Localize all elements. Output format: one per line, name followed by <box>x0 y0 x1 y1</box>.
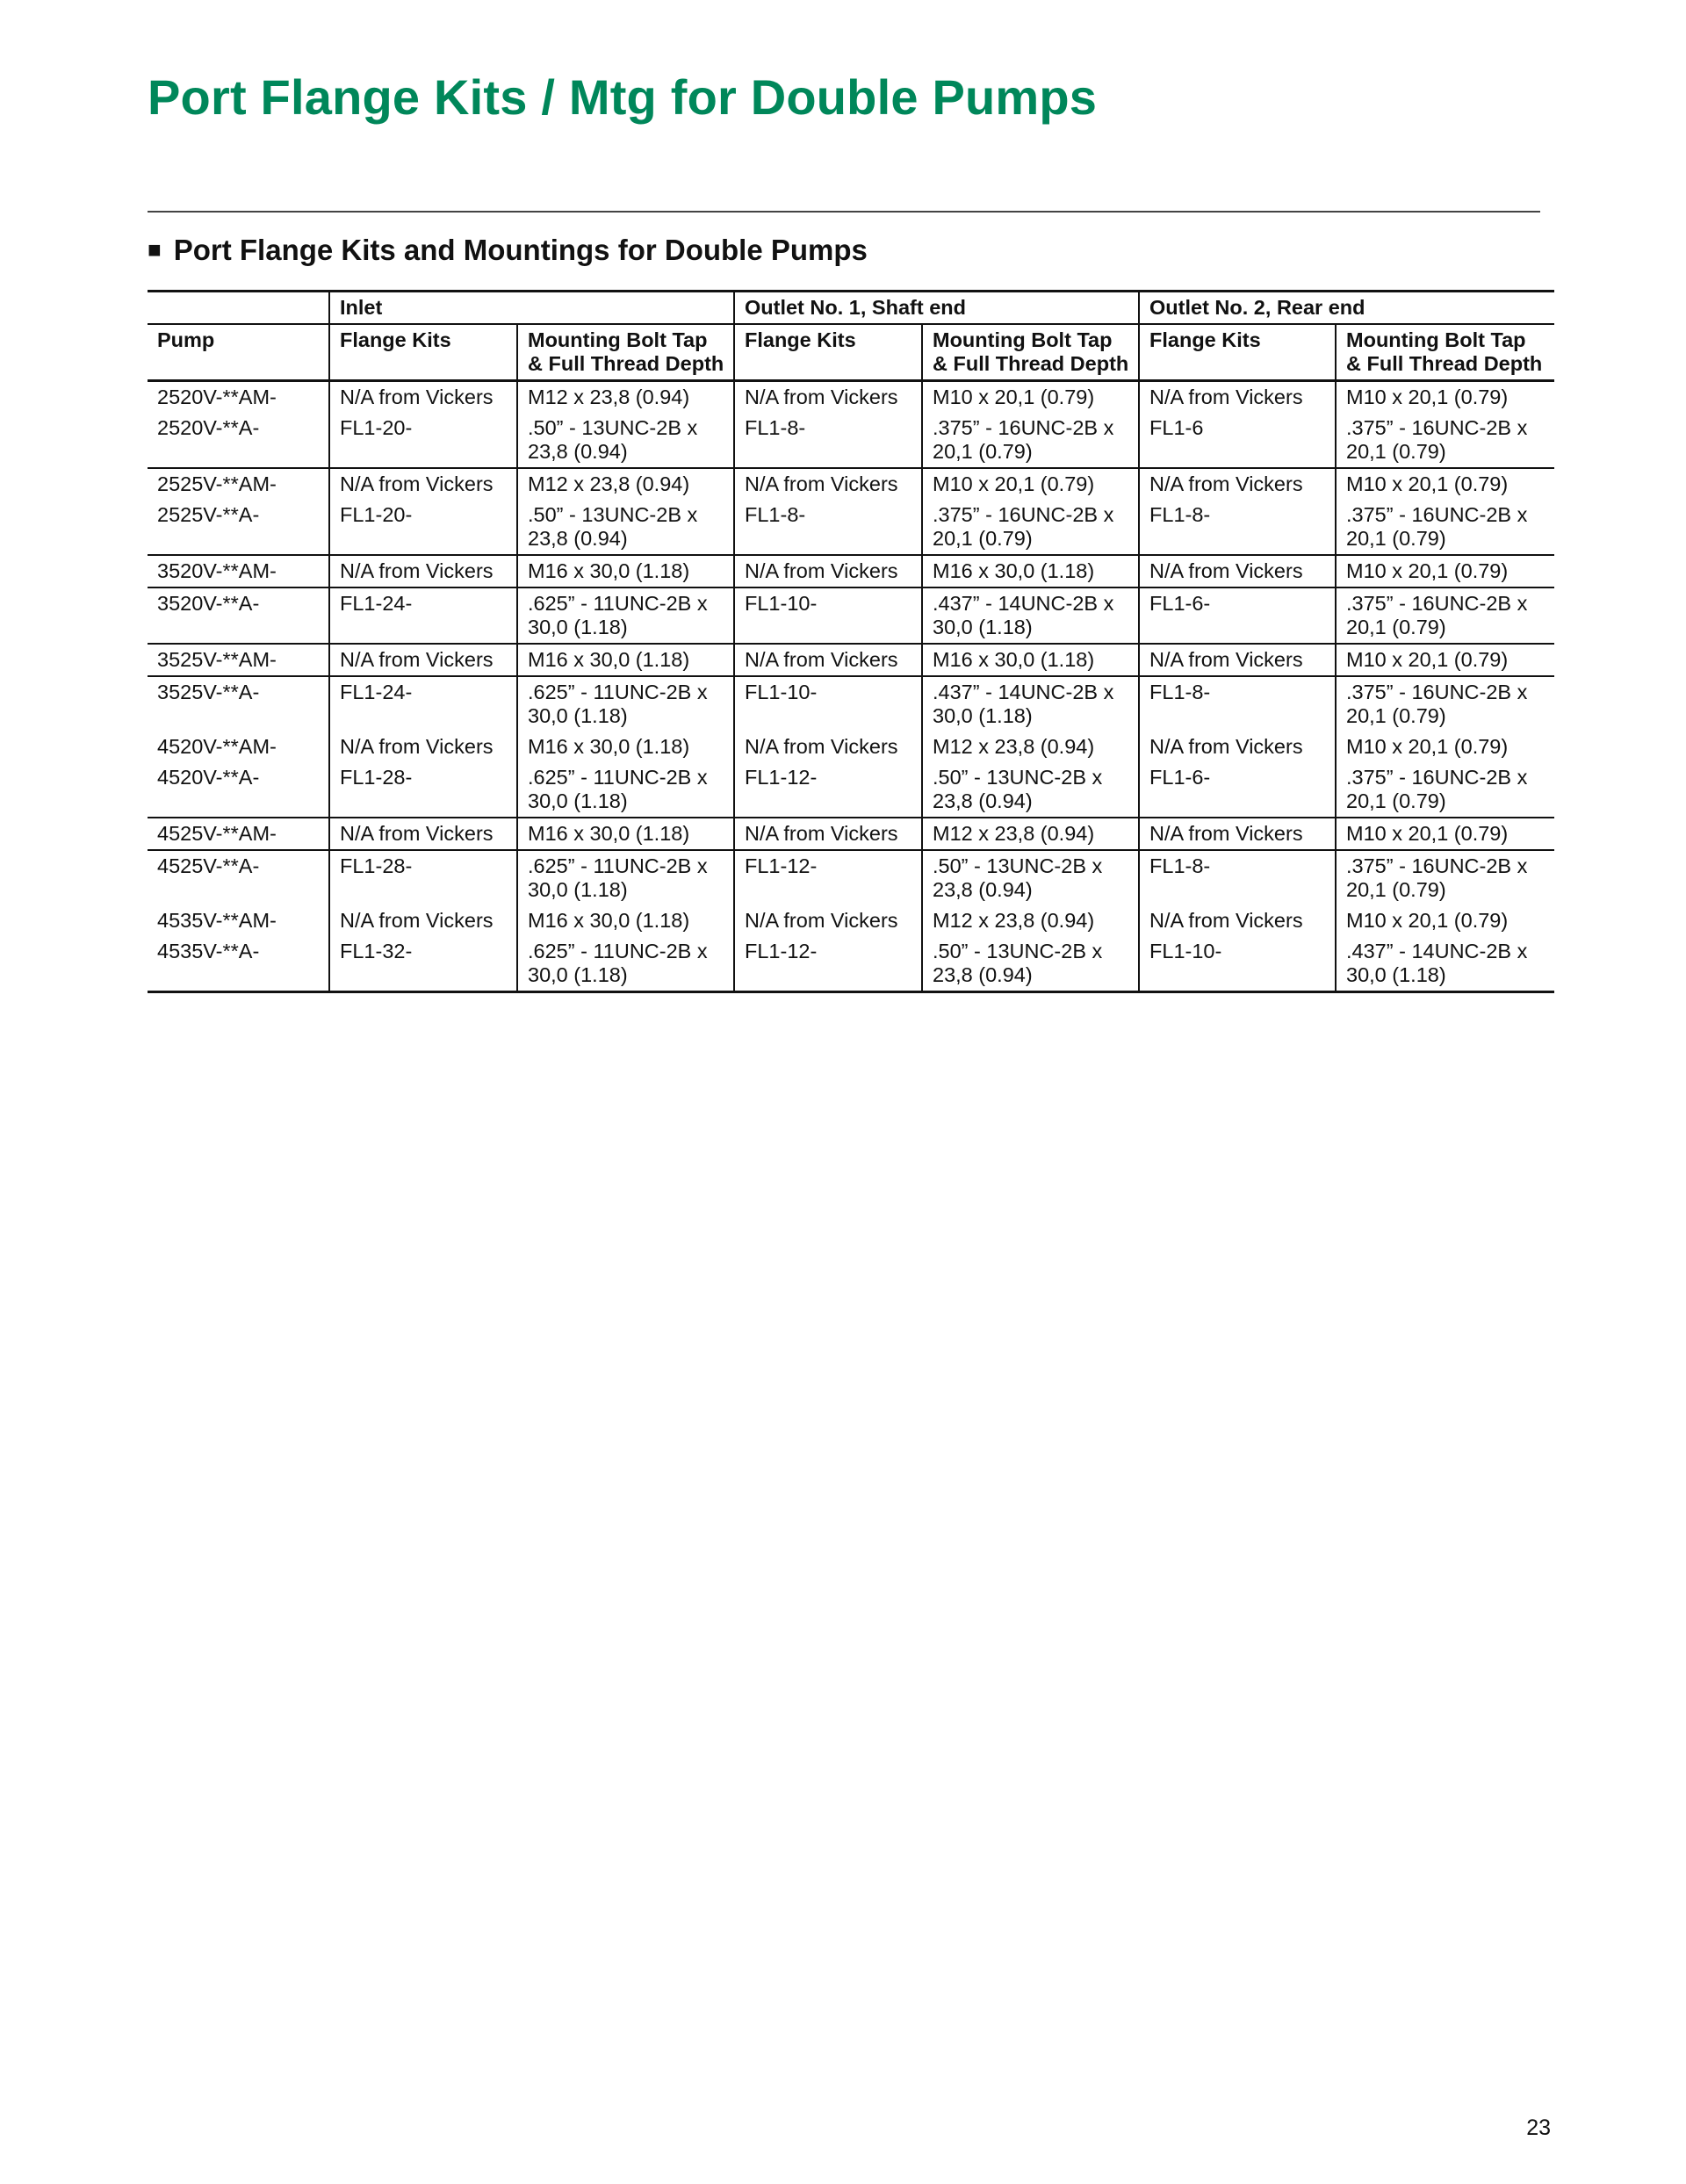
inlet-bolt-tap-cell: .50” - 13UNC-2B x 23,8 (0.94) <box>517 500 734 555</box>
section-heading <box>148 234 868 267</box>
outlet2-flange-kit-cell: N/A from Vickers <box>1139 905 1336 936</box>
inlet-bolt-tap-cell: .625” - 11UNC-2B x 30,0 (1.18) <box>517 587 734 644</box>
outlet1-flange-kit-cell: N/A from Vickers <box>734 468 922 500</box>
outlet2-bolt-tap-cell: .375” - 16UNC-2B x 20,1 (0.79) <box>1336 413 1554 468</box>
inlet-bolt-tap-cell: .625” - 11UNC-2B x 30,0 (1.18) <box>517 850 734 905</box>
square-bullet-icon: ■ <box>148 236 162 263</box>
table-row <box>148 905 1554 936</box>
outlet2-bolt-tap-cell: M10 x 20,1 (0.79) <box>1336 818 1554 850</box>
outlet2-flange-kit-cell: FL1-6 <box>1139 413 1336 468</box>
outlet2-flange-kit-cell: N/A from Vickers <box>1139 644 1336 676</box>
inlet-flange-kit-cell: N/A from Vickers <box>329 905 517 936</box>
inlet-flange-kit-cell: FL1-20- <box>329 413 517 468</box>
table-row <box>148 381 1554 414</box>
pump-cell: 4520V-**AM- <box>157 735 277 758</box>
outlet2-bolt-tap-cell: .375” - 16UNC-2B x 20,1 (0.79) <box>1336 850 1554 905</box>
group-header-inlet: Inlet <box>329 292 734 325</box>
pump-cell: 4535V-**A- <box>148 936 329 992</box>
title-divider <box>148 211 1540 213</box>
pump-cell: 4535V-**AM- <box>157 909 277 932</box>
group-header-outlet-1: Outlet No. 1, Shaft end <box>734 292 1139 325</box>
table-row <box>148 500 1554 555</box>
outlet1-flange-kit-cell: FL1-12- <box>734 762 922 818</box>
outlet2-bolt-tap-cell: M10 x 20,1 (0.79) <box>1336 905 1554 936</box>
inlet-bolt-tap-cell: .625” - 11UNC-2B x 30,0 (1.18) <box>517 676 734 732</box>
pump-cell: 3525V-**AM- <box>148 644 329 676</box>
outlet1-flange-kit-cell: FL1-10- <box>734 676 922 732</box>
section-heading-text: Port Flange Kits and Mountings for Double Pumps <box>173 234 868 266</box>
column-header: Mounting Bolt Tap & Full Thread Depth <box>517 324 734 381</box>
outlet1-bolt-tap-cell: .375” - 16UNC-2B x 20,1 (0.79) <box>922 500 1139 555</box>
outlet1-flange-kit-cell: FL1-12- <box>734 936 922 992</box>
inlet-bolt-tap-cell: M12 x 23,8 (0.94) <box>517 468 734 500</box>
outlet1-flange-kit-cell: N/A from Vickers <box>734 644 922 676</box>
inlet-flange-kit-cell: N/A from Vickers <box>329 732 517 762</box>
inlet-bolt-tap-cell: M16 x 30,0 (1.18) <box>517 644 734 676</box>
pump-cell: 3525V-**A- <box>157 681 260 703</box>
table-row <box>148 676 1554 732</box>
outlet2-bolt-tap-cell: .375” - 16UNC-2B x 20,1 (0.79) <box>1336 500 1554 555</box>
inlet-flange-kit-cell: FL1-24- <box>329 676 517 732</box>
outlet1-bolt-tap-cell: M16 x 30,0 (1.18) <box>922 644 1139 676</box>
table-row <box>148 818 1554 850</box>
pump-cell: 2520V-**A- <box>148 413 329 468</box>
inlet-flange-kit-cell: FL1-20- <box>329 500 517 555</box>
pump-cell: 4525V-**A- <box>157 854 260 877</box>
inlet-flange-kit-cell: FL1-32- <box>329 936 517 992</box>
outlet1-bolt-tap-cell: .375” - 16UNC-2B x 20,1 (0.79) <box>922 413 1139 468</box>
outlet2-bolt-tap-cell: .375” - 16UNC-2B x 20,1 (0.79) <box>1336 762 1554 818</box>
inlet-flange-kit-cell: FL1-24- <box>329 587 517 644</box>
table-row <box>148 555 1554 587</box>
pump-cell: 4520V-**A- <box>148 762 329 818</box>
inlet-bolt-tap-cell: .625” - 11UNC-2B x 30,0 (1.18) <box>517 936 734 992</box>
outlet2-flange-kit-cell: N/A from Vickers <box>1139 732 1336 762</box>
outlet2-bolt-tap-cell: M10 x 20,1 (0.79) <box>1336 555 1554 587</box>
inlet-bolt-tap-cell: .50” - 13UNC-2B x 23,8 (0.94) <box>517 413 734 468</box>
table-row <box>148 413 1554 468</box>
inlet-flange-kit-cell: FL1-28- <box>329 762 517 818</box>
inlet-bolt-tap-cell: M16 x 30,0 (1.18) <box>517 818 734 850</box>
inlet-bolt-tap-cell: M16 x 30,0 (1.18) <box>517 905 734 936</box>
pump-cell: 2525V-**A- <box>148 500 329 555</box>
outlet1-bolt-tap-cell: .50” - 13UNC-2B x 23,8 (0.94) <box>922 850 1139 905</box>
pump-cell: 2525V-**AM- <box>157 472 277 495</box>
column-header: Flange Kits <box>1139 324 1336 381</box>
inlet-bolt-tap-cell: .625” - 11UNC-2B x 30,0 (1.18) <box>517 762 734 818</box>
table-row <box>148 587 1554 644</box>
inlet-flange-kit-cell: N/A from Vickers <box>329 468 517 500</box>
outlet1-flange-kit-cell: N/A from Vickers <box>734 381 922 414</box>
flange-kits-table <box>148 290 1554 993</box>
outlet1-flange-kit-cell: FL1-10- <box>734 587 922 644</box>
table-row <box>148 732 1554 762</box>
outlet2-bolt-tap-cell: M10 x 20,1 (0.79) <box>1336 381 1554 414</box>
outlet1-bolt-tap-cell: M12 x 23,8 (0.94) <box>922 818 1139 850</box>
outlet2-flange-kit-cell: N/A from Vickers <box>1139 555 1336 587</box>
outlet1-bolt-tap-cell: .437” - 14UNC-2B x 30,0 (1.18) <box>922 587 1139 644</box>
column-header-row <box>148 324 1554 381</box>
inlet-flange-kit-cell: N/A from Vickers <box>329 381 517 414</box>
outlet1-flange-kit-cell: FL1-8- <box>734 500 922 555</box>
inlet-flange-kit-cell: N/A from Vickers <box>329 818 517 850</box>
inlet-bolt-tap-cell: M12 x 23,8 (0.94) <box>517 381 734 414</box>
inlet-flange-kit-cell: N/A from Vickers <box>329 644 517 676</box>
pump-cell: 4525V-**AM- <box>148 818 329 850</box>
outlet2-flange-kit-cell: FL1-6- <box>1139 587 1336 644</box>
outlet1-flange-kit-cell: N/A from Vickers <box>734 818 922 850</box>
pump-cell: 3520V-**A- <box>148 587 329 644</box>
pump-cell: 3520V-**AM- <box>148 555 329 587</box>
column-header: Flange Kits <box>329 324 517 381</box>
outlet2-flange-kit-cell: FL1-8- <box>1139 850 1336 905</box>
page-number: 23 <box>1526 2116 1551 2140</box>
column-header: Mounting Bolt Tap & Full Thread Depth <box>1336 324 1554 381</box>
outlet2-bolt-tap-cell: .375” - 16UNC-2B x 20,1 (0.79) <box>1336 587 1554 644</box>
outlet2-bolt-tap-cell: M10 x 20,1 (0.79) <box>1336 644 1554 676</box>
outlet2-bolt-tap-cell: .375” - 16UNC-2B x 20,1 (0.79) <box>1336 676 1554 732</box>
outlet1-bolt-tap-cell: M10 x 20,1 (0.79) <box>922 468 1139 500</box>
outlet2-bolt-tap-cell: M10 x 20,1 (0.79) <box>1336 468 1554 500</box>
column-header: Flange Kits <box>734 324 922 381</box>
group-header-outlet-2: Outlet No. 2, Rear end <box>1139 292 1554 325</box>
outlet1-bolt-tap-cell: .50” - 13UNC-2B x 23,8 (0.94) <box>922 762 1139 818</box>
outlet2-flange-kit-cell: N/A from Vickers <box>1139 818 1336 850</box>
outlet2-bolt-tap-cell: M10 x 20,1 (0.79) <box>1336 732 1554 762</box>
page-title: Port Flange Kits / Mtg for Double Pumps <box>148 69 1098 125</box>
column-header: Mounting Bolt Tap & Full Thread Depth <box>922 324 1139 381</box>
outlet1-bolt-tap-cell: M12 x 23,8 (0.94) <box>922 732 1139 762</box>
outlet2-flange-kit-cell: FL1-8- <box>1139 676 1336 732</box>
outlet1-flange-kit-cell: FL1-12- <box>734 850 922 905</box>
outlet1-bolt-tap-cell: M16 x 30,0 (1.18) <box>922 555 1139 587</box>
outlet1-flange-kit-cell: FL1-8- <box>734 413 922 468</box>
outlet1-bolt-tap-cell: M12 x 23,8 (0.94) <box>922 905 1139 936</box>
outlet1-bolt-tap-cell: M10 x 20,1 (0.79) <box>922 381 1139 414</box>
outlet2-flange-kit-cell: FL1-10- <box>1139 936 1336 992</box>
outlet2-flange-kit-cell: N/A from Vickers <box>1139 381 1336 414</box>
outlet2-bolt-tap-cell: .437” - 14UNC-2B x 30,0 (1.18) <box>1336 936 1554 992</box>
outlet1-flange-kit-cell: N/A from Vickers <box>734 905 922 936</box>
outlet2-flange-kit-cell: N/A from Vickers <box>1139 468 1336 500</box>
group-header-row <box>148 292 1554 325</box>
outlet2-flange-kit-cell: FL1-8- <box>1139 500 1336 555</box>
table-row <box>148 468 1554 500</box>
inlet-flange-kit-cell: FL1-28- <box>329 850 517 905</box>
outlet2-flange-kit-cell: FL1-6- <box>1139 762 1336 818</box>
inlet-flange-kit-cell: N/A from Vickers <box>329 555 517 587</box>
inlet-bolt-tap-cell: M16 x 30,0 (1.18) <box>517 555 734 587</box>
pump-cell: 2520V-**AM- <box>157 386 277 408</box>
outlet1-bolt-tap-cell: .50” - 13UNC-2B x 23,8 (0.94) <box>922 936 1139 992</box>
table-row <box>148 936 1554 992</box>
outlet1-bolt-tap-cell: .437” - 14UNC-2B x 30,0 (1.18) <box>922 676 1139 732</box>
outlet1-flange-kit-cell: N/A from Vickers <box>734 555 922 587</box>
group-header-blank <box>148 292 329 325</box>
column-header: Pump <box>148 324 329 381</box>
table-body <box>148 381 1554 992</box>
table-row <box>148 762 1554 818</box>
table-row <box>148 644 1554 676</box>
table-row <box>148 850 1554 905</box>
outlet1-flange-kit-cell: N/A from Vickers <box>734 732 922 762</box>
inlet-bolt-tap-cell: M16 x 30,0 (1.18) <box>517 732 734 762</box>
